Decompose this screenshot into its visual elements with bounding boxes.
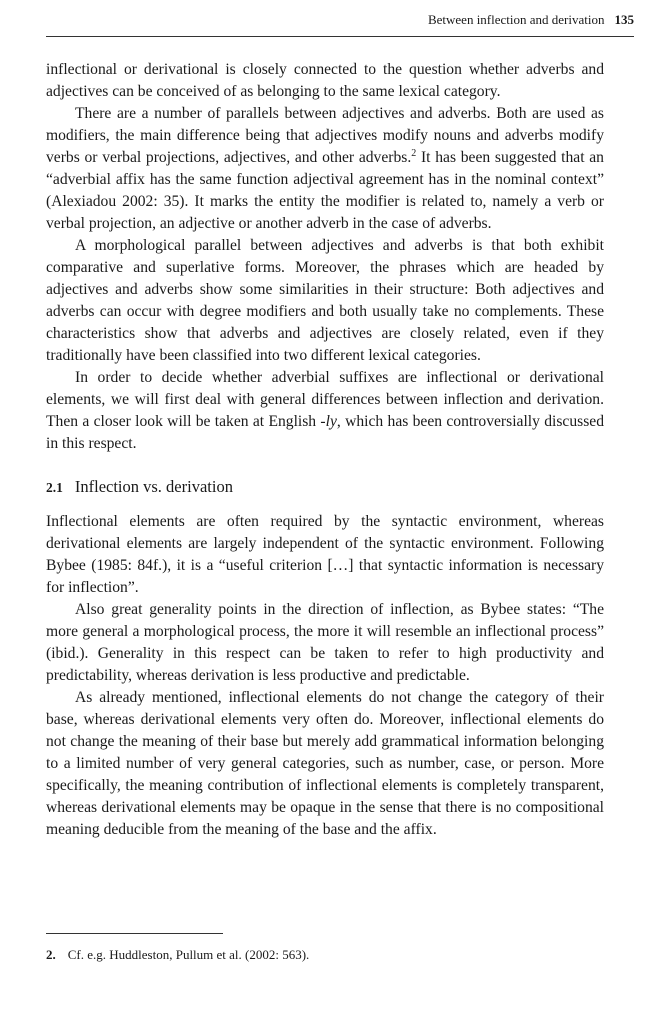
- suffix-ly: -ly: [320, 413, 337, 430]
- paragraph-parallels: [46, 103, 604, 235]
- section-heading: [46, 476, 604, 499]
- paragraph-decide-text-a: In order to decide whether adverbial suffixes are inflectional or derivational elements, we will first deal with general differences between inflection and derivation. Then a closer look will be taken at English: [46, 369, 604, 430]
- footnote: [46, 946, 604, 964]
- running-head-title: Between inflection and derivation: [427, 12, 605, 27]
- paragraph-parallels-text-b: It has been suggested that an “adverbial affix has the same function adjectival agreement has in the nominal context” (Alexiadou 2002: 35). It marks the entity the modifier is related to, namely a verb or verbal projection, an adjective or another adverb in the case of adverbs.: [46, 149, 604, 232]
- section-number: 2.1: [46, 480, 63, 495]
- paragraph-parallels-text-a: There are a number of parallels between adjectives and adverbs. Both are used as modifiers, the main difference being that adjectives modify nouns and adverbs modify verbs or verbal projections, adjectives, and other adverbs.: [46, 105, 604, 166]
- paragraph-decide: [46, 367, 604, 455]
- page-number: 135: [614, 12, 634, 27]
- section-title: Inflection vs. derivation: [74, 477, 233, 496]
- footnote-number: 2.: [46, 947, 56, 962]
- header-rule: [46, 36, 634, 37]
- paragraph-inflectional-elements: Inflectional elements are often required by the syntactic environment, whereas derivational elements are largely independent of the syntactic environment. Following Bybee (1985: 84f.), it is a “useful criterion […] that syntactic information is necessary for inflection”.: [46, 513, 604, 596]
- running-head: [46, 12, 634, 28]
- footnote-text: Cf. e.g. Huddleston, Pullum et al. (2002: 563).: [67, 947, 310, 962]
- footnote-reference[interactable]: 2: [411, 147, 417, 159]
- footnote-rule: [46, 933, 223, 934]
- paragraph-morphological: A morphological parallel between adjectives and adverbs is that both exhibit comparative and superlative forms. Moreover, the phrases which are headed by adjectives and adverbs show some similarities in their structure: Both adjectives and adverbs can occur with degree modifiers and both usually take no complements. These characteristics show that adverbs and adjectives are closely related, even if they traditionally have been classified into two different lexical categories.: [46, 237, 604, 364]
- body-text: [46, 59, 604, 841]
- paragraph-continued: inflectional or derivational is closely connected to the question whether adverbs and adjectives can be conceived of as belonging to the same lexical category.: [46, 61, 604, 100]
- paragraph-decide-text-b: , which has been controversially discussed in this respect.: [46, 413, 604, 452]
- paragraph-generality: Also great generality points in the direction of inflection, as Bybee states: “The more general a morphological process, the more it will resemble an inflectional process” (ibid.). Generality in this respect can be taken to refer to high productivity and predictability, whereas derivation is less productive and predictable.: [46, 601, 604, 684]
- paragraph-category: As already mentioned, inflectional elements do not change the category of their base, whereas derivational elements very often do. Moreover, inflectional elements do not change the meaning of their base but merely add grammatical information belonging to a limited number of very general categories, such as number, case, or person. More specifically, the meaning contribution of inflectional elements is completely transparent, whereas derivational elements may be opaque in the sense that there is no compositional meaning deducible from the meaning of the base and the affix.: [46, 689, 604, 838]
